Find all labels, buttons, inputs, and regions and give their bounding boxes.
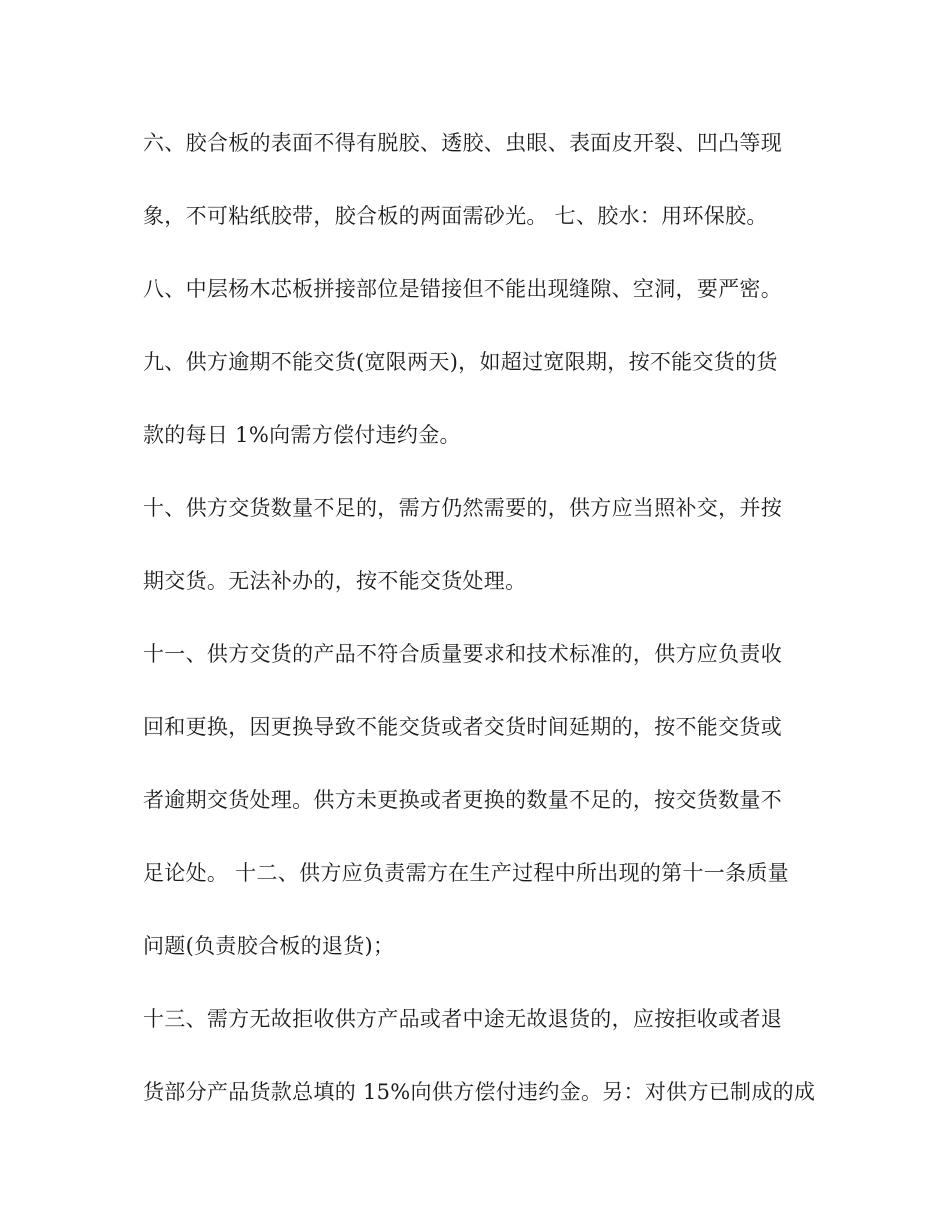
text-line: 问题(负责胶合板的退货)； xyxy=(143,934,395,958)
text-line: 货部分产品货款总填的 15%向供方偿付违约金。另：对供方已制成的成 xyxy=(143,1080,816,1104)
text-line: 象，不可粘纸胶带，胶合板的两面需砂光。 七、胶水：用环保胶。 xyxy=(143,204,768,228)
text-line: 期交货。无法补办的，按不能交货处理。 xyxy=(143,569,527,593)
text-line: 十三、需方无故拒收供方产品或者中途无故退货的，应按拒收或者退 xyxy=(143,1007,782,1031)
text-line: 款的每日 1%向需方偿付违约金。 xyxy=(143,423,461,447)
text-line: 十一、供方交货的产品不符合质量要求和技术标准的，供方应负责收 xyxy=(143,642,782,666)
text-line: 八、中层杨木芯板拼接部位是错接但不能出现缝隙、空洞，要严密。 xyxy=(143,277,782,301)
text-line: 九、供方逾期不能交货(宽限两天)，如超过宽限期，按不能交货的货 xyxy=(143,350,778,374)
text-line: 者逾期交货处理。供方未更换或者更换的数量不足的，按交货数量不 xyxy=(143,788,782,812)
text-line: 十、供方交货数量不足的，需方仍然需要的，供方应当照补交，并按 xyxy=(143,496,782,520)
text-line: 六、胶合板的表面不得有脱胶、透胶、虫眼、表面皮开裂、凹凸等现 xyxy=(143,131,782,155)
text-line: 足论处。 十二、供方应负责需方在生产过程中所出现的第十一条质量 xyxy=(143,861,789,885)
text-line: 回和更换，因更换导致不能交货或者交货时间延期的，按不能交货或 xyxy=(143,715,782,739)
